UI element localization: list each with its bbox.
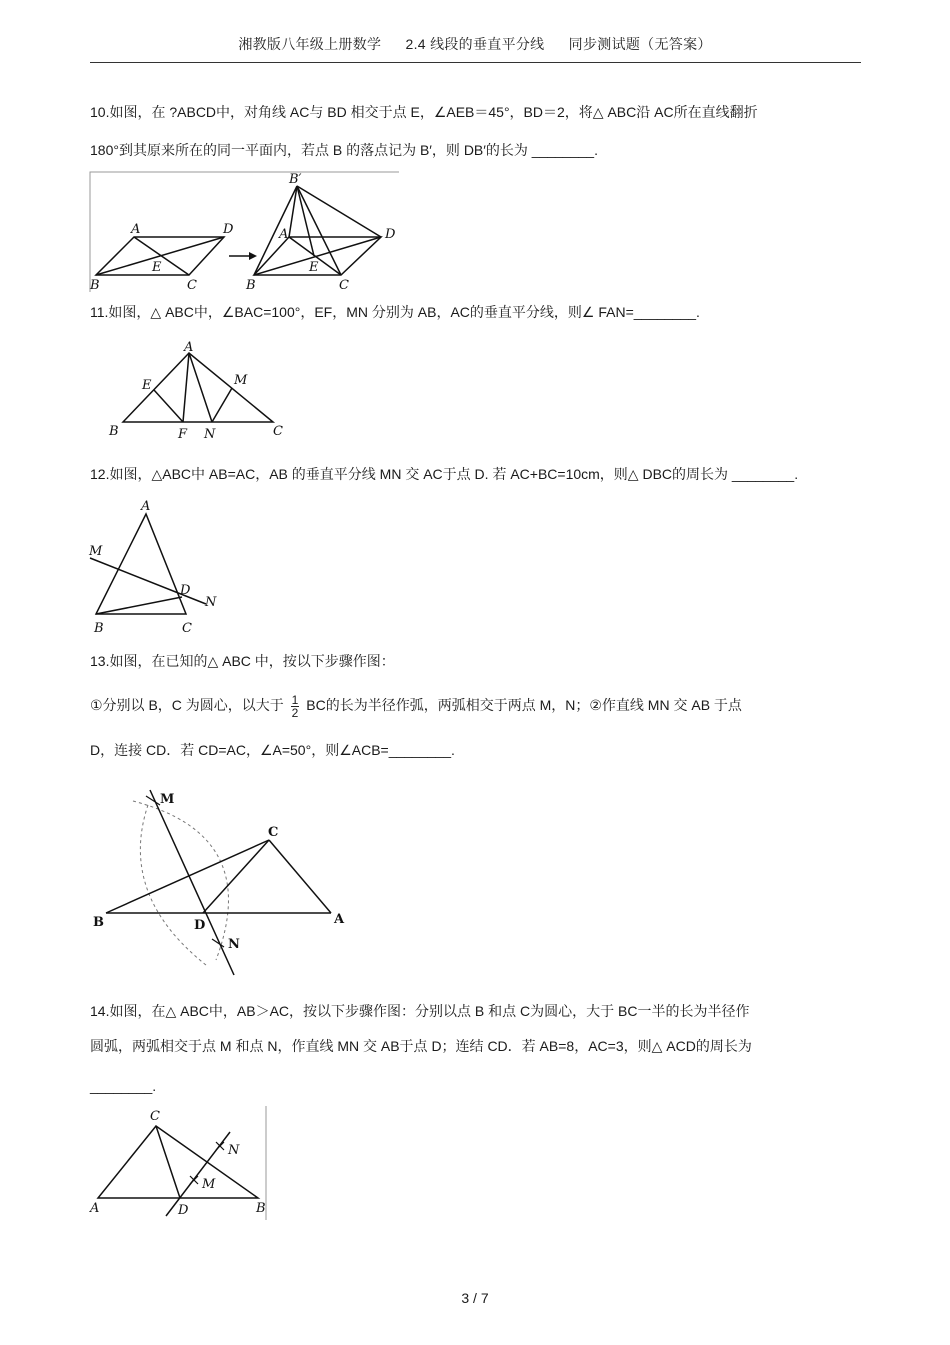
fig11-label-N: N — [204, 427, 216, 442]
fig13-label-D: D — [194, 918, 206, 933]
q13-text-3: D，连接 CD．若 CD=AC，∠A=50°，则∠ACB=________. — [90, 742, 455, 758]
q10-text-2: 180°到其原来所在的同一平面内，若点 B 的落点记为 B′，则 DB′的长为 ________. — [90, 142, 598, 158]
fig14-label-N: N — [228, 1143, 240, 1158]
fig10-label-C: C — [187, 278, 197, 292]
header-rule — [90, 62, 861, 63]
fig13-label-N: N — [228, 937, 240, 952]
q12-text-1: 12.如图，△ABC中 AB=AC，AB 的垂直平分线 MN 交 AC于点 D. 若 AC+BC=10cm，则△ DBC的周长为 ________. — [90, 466, 799, 482]
fig11-label-A: A — [184, 340, 194, 355]
q13-text-2a: ①分别以 B，C 为圆心，以大于 — [90, 697, 284, 714]
q11-text-1: 11.如图，△ ABC中，∠BAC=100°，EF，MN 分别为 AB，AC的垂直平分线，则∠ FAN=________. — [90, 304, 700, 320]
fig10-label-A2: A — [279, 227, 289, 242]
figure-11 — [104, 338, 294, 449]
fig14-label-B: B — [256, 1201, 266, 1216]
fig14-label-M: M — [202, 1177, 216, 1192]
fig10-label-B2: B — [246, 278, 256, 292]
fig12-label-A: A — [141, 499, 151, 514]
fig12-label-M: M — [89, 544, 103, 559]
q13-text-2b: BC的长为半径作弧，两弧相交于两点 M，N；②作直线 MN 交 AB 于点 — [306, 697, 742, 714]
fig12-label-B: B — [94, 621, 104, 636]
q14-text-3: ________. — [90, 1078, 157, 1094]
figure-14 — [88, 1104, 270, 1227]
fig13-label-A: A — [334, 912, 345, 927]
figure-10 — [89, 170, 401, 297]
fig11-label-M: M — [234, 373, 248, 388]
fig10-label-B: B — [90, 278, 100, 292]
fig10-label-D: D — [223, 222, 234, 237]
fraction-denominator: 2 — [291, 706, 299, 720]
fig12-label-C: C — [182, 621, 192, 636]
q14-text-2: 圆弧，两弧相交于点 M 和点 N，作直线 MN 交 AB于点 D；连结 CD．若 AB=8，AC=3，则△ ACD的周长为 — [90, 1038, 752, 1054]
fig14-label-A: A — [90, 1201, 100, 1216]
page-header — [0, 34, 950, 54]
header-book: 湘教版八年级上册数学 — [238, 36, 382, 52]
fig14-label-D: D — [178, 1203, 189, 1218]
q13-text-2 — [90, 694, 742, 719]
fig10-label-A: A — [131, 222, 141, 237]
q14-text-1: 14.如图，在△ ABC中，AB＞AC，按以下步骤作图：分别以点 B 和点 C为圆心，大于 BC一半的长为半径作 — [90, 1003, 750, 1019]
q13-text-1: 13.如图，在已知的△ ABC 中，按以下步骤作图： — [90, 653, 395, 669]
header-section: 2.4 线段的垂直平分线 — [405, 36, 545, 52]
fig11-label-F: F — [178, 427, 188, 442]
fraction-numerator: 1 — [291, 693, 299, 707]
figure-12 — [88, 496, 228, 645]
header-title: 同步测试题（无答案） — [568, 36, 712, 52]
fig10-label-E: E — [152, 260, 162, 275]
fig13-label-C: C — [268, 825, 279, 840]
fig13-label-B: B — [93, 915, 104, 930]
fig11-label-C: C — [273, 424, 283, 439]
fig10-label-D2: D — [385, 227, 396, 242]
fig10-label-Bprime: B′ — [289, 172, 302, 187]
fig11-label-B: B — [109, 424, 119, 439]
fig13-label-M: M — [160, 792, 175, 807]
fig12-label-D: D — [180, 583, 191, 598]
q10-text-1: 10.如图，在 ?ABCD中，对角线 AC与 BD 相交于点 E，∠AEB＝45°，BD＝2，将△ ABC沿 AC所在直线翻折 — [90, 104, 758, 120]
fig12-label-N: N — [205, 595, 217, 610]
fig14-label-C: C — [150, 1109, 160, 1124]
page-number: 3 / 7 — [461, 1290, 489, 1306]
fig10-label-C2: C — [339, 278, 349, 292]
fraction-one-half — [291, 694, 300, 719]
fig11-label-E: E — [142, 378, 152, 393]
figure-13 — [88, 775, 353, 985]
fig10-label-E2: E — [309, 260, 319, 275]
